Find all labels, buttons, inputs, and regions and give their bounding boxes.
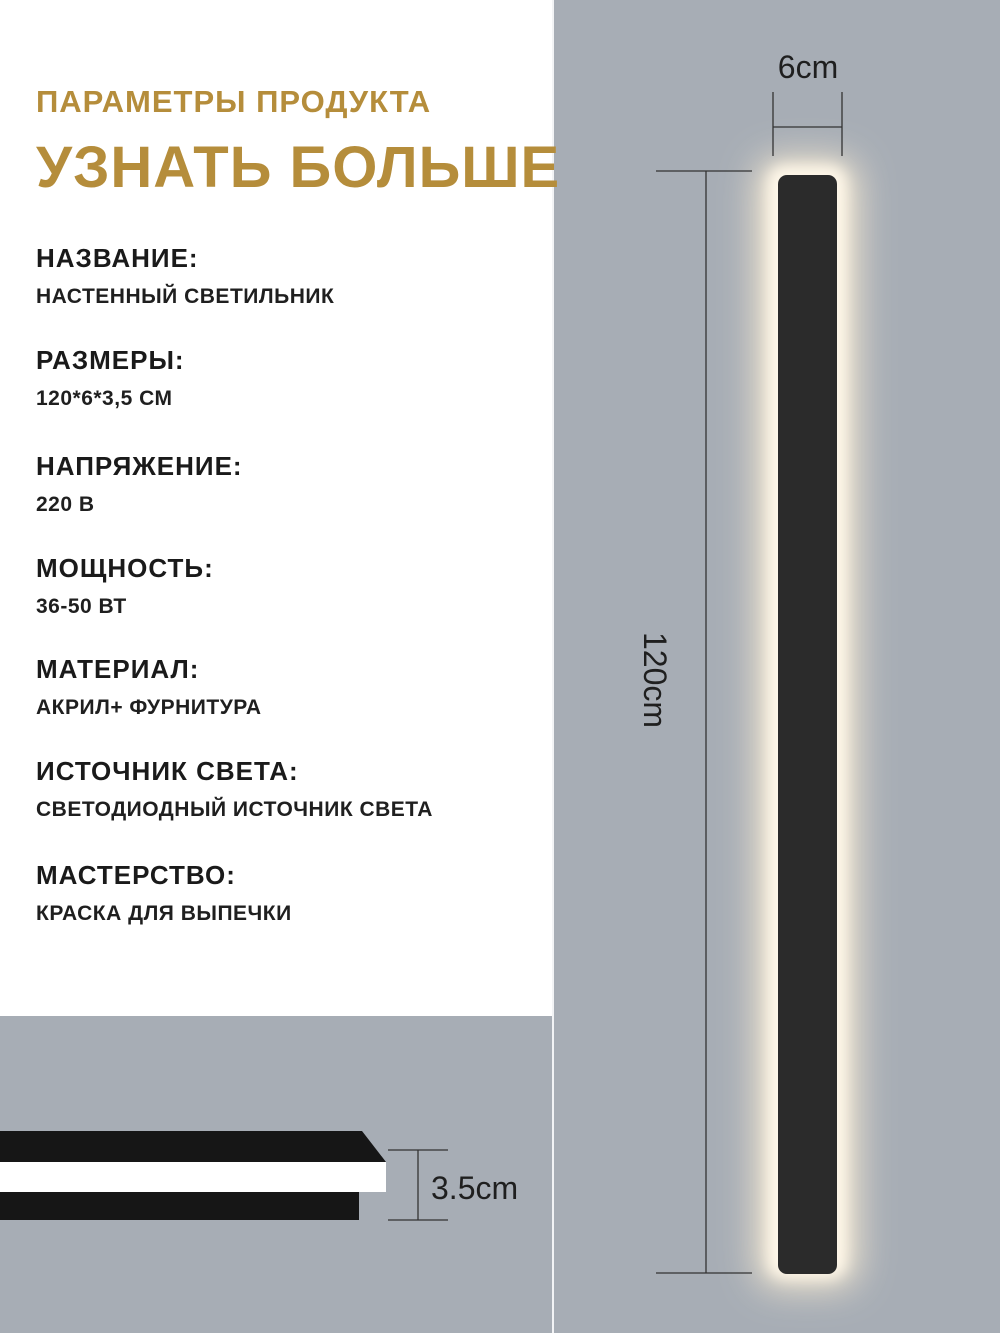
param-value: АКРИЛ+ ФУРНИТУРА: [36, 696, 262, 719]
section-subtitle: ПАРАМЕТРЫ ПРОДУКТА: [36, 84, 432, 119]
param-value: 220 В: [36, 493, 95, 516]
param-label: РАЗМЕРЫ:: [36, 345, 185, 375]
width-label: 6cm: [777, 49, 839, 85]
param-label: НАЗВАНИЕ:: [36, 243, 199, 273]
param-value: 120*6*3,5 СМ: [36, 387, 173, 410]
param-value: НАСТЕННЫЙ СВЕТИЛЬНИК: [36, 285, 335, 308]
param-label: ИСТОЧНИК СВЕТА:: [36, 756, 299, 786]
length-label: 120cm: [637, 631, 673, 729]
param-value: 36-50 ВТ: [36, 595, 127, 618]
param-label: МАСТЕРСТВО:: [36, 860, 236, 890]
depth-label: 3.5cm: [431, 1170, 519, 1206]
width-dimension: [773, 92, 842, 156]
lamp-body: [778, 175, 837, 1274]
side-profile: [0, 1131, 386, 1220]
param-label: НАПРЯЖЕНИЕ:: [36, 451, 243, 481]
param-value: СВЕТОДИОДНЫЙ ИСТОЧНИК СВЕТА: [36, 798, 433, 821]
param-label: МОЩНОСТЬ:: [36, 553, 214, 583]
param-label: МАТЕРИАЛ:: [36, 654, 200, 684]
section-title: УЗНАТЬ БОЛЬШЕ: [36, 135, 561, 200]
param-value: КРАСКА ДЛЯ ВЫПЕЧКИ: [36, 902, 292, 925]
